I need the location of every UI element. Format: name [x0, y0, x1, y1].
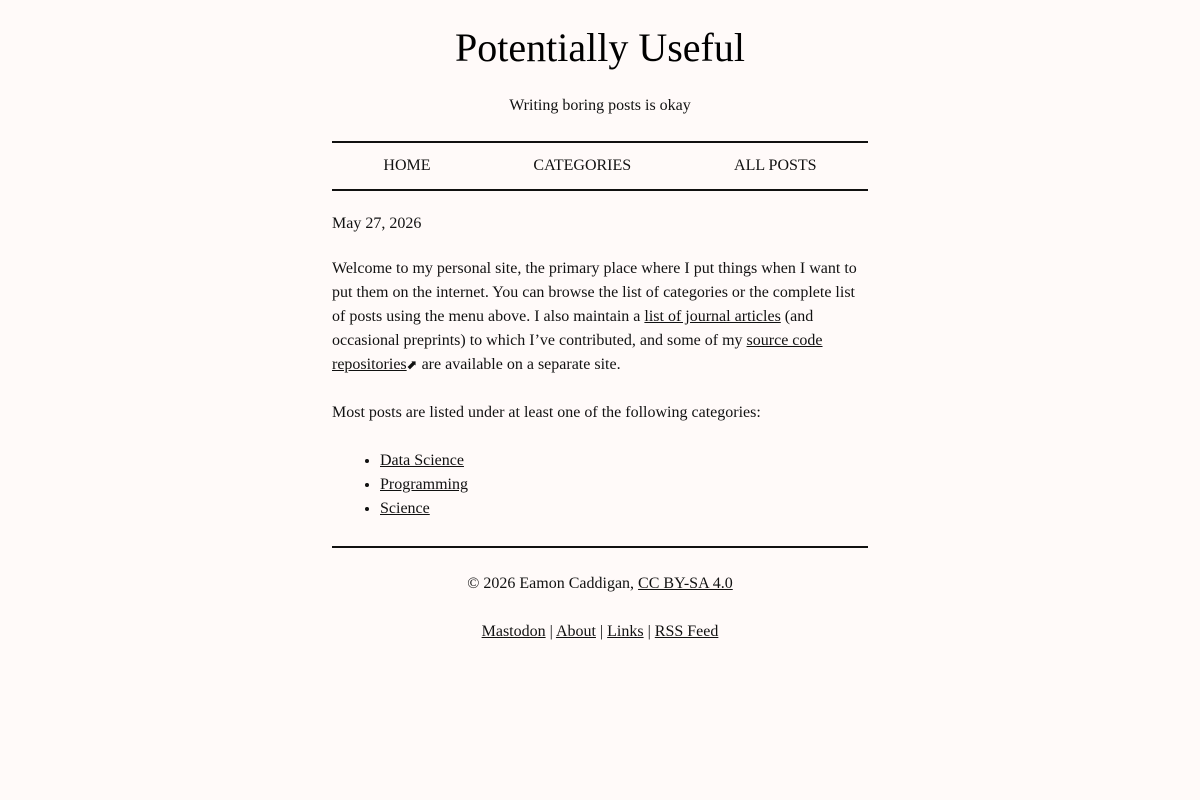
footer-links — [332, 620, 868, 644]
intro-paragraph — [332, 257, 868, 377]
intro-text-2: (and occasional preprints) to which I’ve contributed, and some of my — [332, 308, 814, 349]
category-data-science-link[interactable]: Data Science — [380, 452, 464, 469]
rss-feed-link[interactable]: RSS Feed — [654, 623, 719, 640]
copyright-text: © 2026 Eamon Caddigan, — [467, 575, 639, 592]
footer-separator: | — [643, 623, 655, 640]
categories-intro: Most posts are listed under at least one of the following categories: — [332, 404, 761, 421]
copyright-line — [332, 572, 868, 596]
about-link[interactable]: About — [555, 623, 596, 640]
site-title: Potentially Useful — [455, 25, 745, 70]
nav-home-link[interactable]: HOME — [383, 157, 431, 174]
nav-all-posts-link[interactable]: ALL POSTS — [734, 157, 817, 174]
list-item — [380, 497, 868, 521]
footer-separator: | — [545, 623, 556, 640]
links-link[interactable]: Links — [607, 623, 644, 640]
mastodon-link[interactable]: Mastodon — [481, 623, 546, 640]
intro-text-1: Welcome to my personal site, the primary place where I put things when I want to put them on the internet. You can browse the list of categories or the complete list of posts using the menu above. I also maintain a — [332, 260, 857, 325]
site-subtitle: Writing boring posts is okay — [509, 97, 691, 114]
post-content — [332, 257, 868, 521]
main-nav — [332, 141, 868, 191]
list-item — [380, 449, 868, 473]
intro-text-3: are available on a separate site. — [417, 356, 621, 373]
page — [332, 0, 868, 644]
category-science-link[interactable]: Science — [380, 500, 430, 517]
footer-divider — [332, 546, 868, 548]
post-date: May 27, 2026 — [332, 215, 422, 232]
footer-separator: | — [595, 623, 608, 640]
nav-categories-link[interactable]: CATEGORIES — [533, 157, 632, 174]
category-programming-link[interactable]: Programming — [380, 476, 468, 493]
footer — [332, 572, 868, 644]
license-link[interactable]: CC BY-SA 4.0 — [638, 575, 733, 592]
journal-articles-link[interactable]: list of journal articles — [644, 308, 781, 325]
source-code-link-label: source code repositories — [332, 332, 823, 373]
list-item — [380, 473, 868, 497]
external-link-icon: ⬈ — [406, 357, 418, 372]
category-list — [332, 449, 868, 521]
